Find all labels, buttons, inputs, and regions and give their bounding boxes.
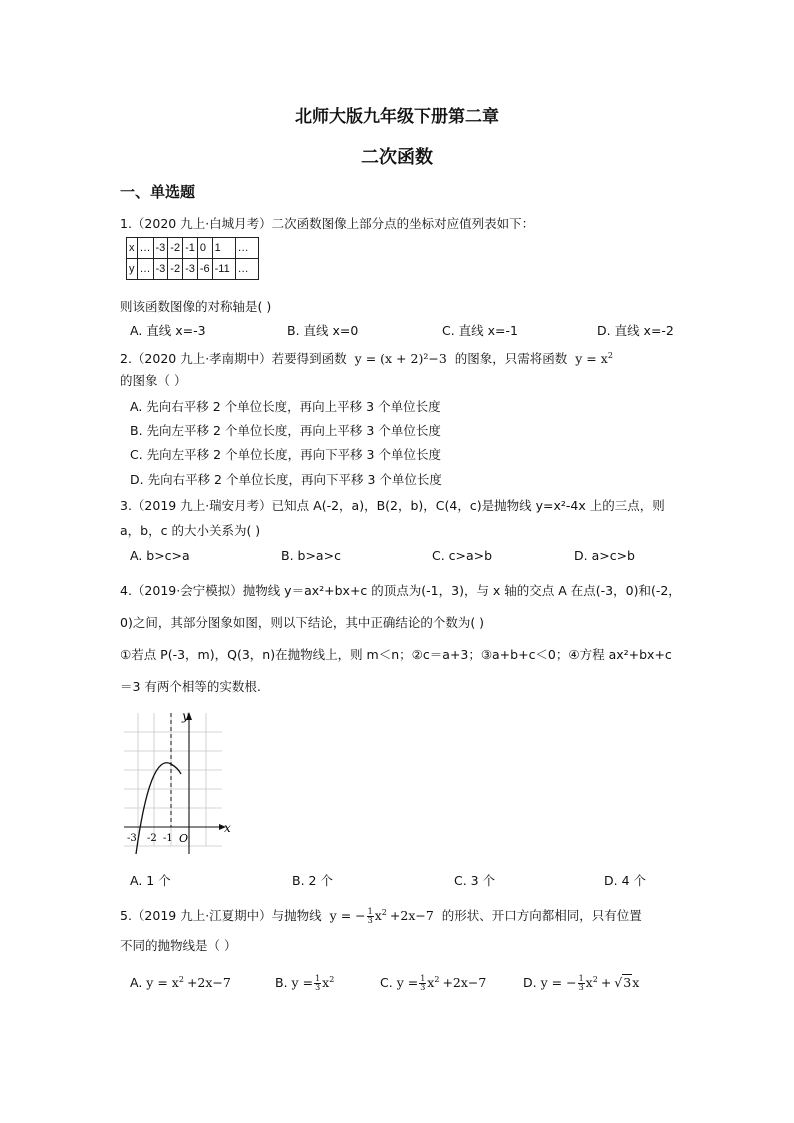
table-cell: -1: [183, 238, 198, 259]
fraction-numerator: 1: [367, 907, 373, 917]
q4-line2: 0)之间，其部分图象如图，则以下结论，其中正确结论的个数为( ): [120, 615, 485, 630]
q5-option-a: [130, 972, 231, 991]
q4-option-c: C. 3 个: [454, 873, 496, 888]
q2-formula-2: [575, 351, 613, 366]
formula-exponent: 2: [329, 975, 335, 984]
sqrt-radicand: 3: [623, 975, 632, 991]
formula-part: +2x−7: [389, 908, 434, 924]
formula-exponent: 2: [434, 975, 440, 984]
q3-option-c: C. c>a>b: [432, 548, 493, 563]
q1-value-table: [126, 237, 259, 280]
q5-stem-formula: [329, 907, 434, 926]
q5-stem: [120, 905, 642, 925]
q2-line2: 的图象（ ）: [120, 373, 187, 388]
q5-line2: 不同的抛物线是（ ）: [120, 938, 237, 953]
fraction-numerator: 1: [578, 974, 584, 984]
table-cell: …: [137, 238, 153, 259]
q4-line1: 4.（2019·会宁模拟）抛物线 y＝ax²+bx+c 的顶点为(-1，3)，与 x 轴的交点 A 在点(-3，0)和(-2，: [120, 583, 681, 598]
table-cell: -3: [183, 259, 198, 280]
q3-line1: 3.（2019 九上·瑞安月考）已知点 A(-2，a)，B(2，b)，C(4，c)是抛物线 y=x²-4x 上的三点，则: [120, 498, 665, 513]
document-title: 北师大版九年级下册第二章: [295, 107, 499, 127]
graph-grid: [124, 713, 222, 846]
formula-part: y = −: [540, 975, 577, 991]
x-axis-label: x: [224, 821, 231, 835]
q4-line3: ①若点 P(-3，m)，Q(3，n)在抛物线上，则 m＜n；②c＝a+3；③a+b+c＜0；④方程 ax²+bx+c: [120, 647, 672, 662]
q2-option-b: B. 先向左平移 2 个单位长度，再向上平移 3 个单位长度: [130, 423, 441, 438]
formula-part: y =: [396, 975, 419, 991]
option-formula: [146, 975, 231, 990]
q4-option-b: B. 2 个: [292, 873, 333, 888]
tick-label: -3: [127, 833, 137, 844]
formula-exponent: 2: [381, 908, 387, 917]
q1-option-d: D. 直线 x=-2: [597, 323, 674, 338]
formula-part: +2x−7: [442, 975, 487, 991]
q2-formula-1: y = (x + 2)²−3: [354, 351, 447, 367]
option-label: B.: [275, 975, 288, 991]
table-cell: …: [137, 259, 153, 280]
origin-label: O: [179, 832, 189, 845]
formula-exponent: 2: [592, 975, 598, 984]
q2-stem: [120, 348, 613, 367]
q2-option-c: C. 先向左平移 2 个单位长度，再向下平移 3 个单位长度: [130, 447, 441, 462]
q4-option-d: D. 4 个: [604, 873, 646, 888]
option-formula: y = $\frac{1}{3}$ $x^2 +2x-7$: [396, 974, 487, 993]
q1-option-b: B. 直线 x=0: [287, 323, 359, 338]
fraction-denominator: 3: [367, 916, 373, 926]
formula-part: x: [374, 908, 382, 924]
q2-stem-b: 的图象，只需将函数: [454, 351, 568, 367]
q2-option-d: D. 先向右平移 2 个单位长度，再向下平移 3 个单位长度: [130, 472, 442, 487]
table-cell: …: [235, 259, 258, 280]
table-cell: -3: [153, 259, 168, 280]
table-cell: -6: [197, 259, 212, 280]
q4-line4: ＝3 有两个相等的实数根.: [120, 679, 261, 694]
table-cell: -3: [153, 238, 168, 259]
formula-part: x: [632, 975, 640, 991]
table-cell: x: [127, 238, 138, 259]
fraction: [578, 975, 585, 992]
option-label: D.: [523, 975, 537, 991]
q2-option-a: A. 先向右平移 2 个单位长度，再向上平移 3 个单位长度: [130, 399, 441, 414]
fraction-denominator: 3: [315, 983, 321, 993]
tick-label: -2: [147, 833, 157, 844]
table-row: [127, 259, 259, 280]
q2-formula-2-base: y = x: [575, 351, 608, 367]
q3-option-b: B. b>a>c: [281, 548, 341, 563]
fraction-numerator: 1: [420, 974, 426, 984]
q5-stem-a: 5.（2019 九上·江夏期中）与抛物线: [120, 908, 322, 924]
q1-ask: 则该函数图像的对称轴是( ): [120, 299, 272, 314]
formula-part: y = −: [329, 908, 366, 924]
formula-exponent: 2: [178, 975, 184, 984]
formula-part: +: [600, 975, 612, 991]
q5-option-b: [275, 972, 334, 992]
q1-option-c: C. 直线 x=-1: [442, 323, 518, 338]
fraction-denominator: 3: [420, 983, 426, 993]
formula-part: y = x: [146, 975, 179, 991]
fraction-numerator: 1: [315, 974, 321, 984]
document-subtitle: 二次函数: [361, 147, 433, 168]
fraction-denominator: 3: [578, 983, 584, 993]
q3-line2: a，b，c 的大小关系为( ): [120, 523, 261, 538]
fraction: [419, 975, 426, 992]
q4-option-a: A. 1 个: [130, 873, 171, 888]
tick-label: -1: [163, 833, 173, 844]
q3-option-a: A. b>c>a: [130, 548, 190, 563]
formula-part: +2x−7: [186, 975, 231, 991]
option-label: C.: [380, 975, 393, 991]
fraction: [367, 908, 374, 925]
q3-option-d: D. a>c>b: [574, 548, 635, 563]
formula-part: y =: [291, 975, 314, 991]
q2-stem-a: 2.（2020 九上·孝南期中）若要得到函数: [120, 351, 347, 367]
table-cell: y: [127, 259, 138, 280]
q2-formula-2-exp: 2: [607, 351, 613, 360]
table-cell: -11: [212, 259, 235, 280]
q4-parabola-graph: [118, 708, 242, 864]
option-formula: y = $\frac{1}{3}$ $x^2$: [291, 974, 335, 993]
q1-option-a: A. 直线 x=-3: [130, 323, 206, 338]
y-axis-label: y: [182, 709, 189, 723]
table-row: [127, 238, 259, 259]
table-cell: …: [235, 238, 258, 259]
table-cell: 1: [212, 238, 235, 259]
q5-stem-b: 的形状、开口方向都相同，只有位置: [441, 908, 642, 924]
fraction: [314, 975, 321, 992]
table-cell: 0: [197, 238, 212, 259]
q5-option-c: [380, 972, 486, 992]
section-heading: 一、单选题: [120, 183, 196, 201]
q5-option-d: [523, 972, 639, 992]
option-formula: y = − $\frac{1}{3}$ $x^2 + √3x$: [540, 974, 640, 993]
option-label: A.: [130, 975, 143, 991]
table-cell: -2: [168, 238, 183, 259]
q1-stem: 1.（2020 九上·白城月考）二次函数图像上部分点的坐标对应值列表如下：: [120, 216, 535, 231]
table-cell: -2: [168, 259, 183, 280]
